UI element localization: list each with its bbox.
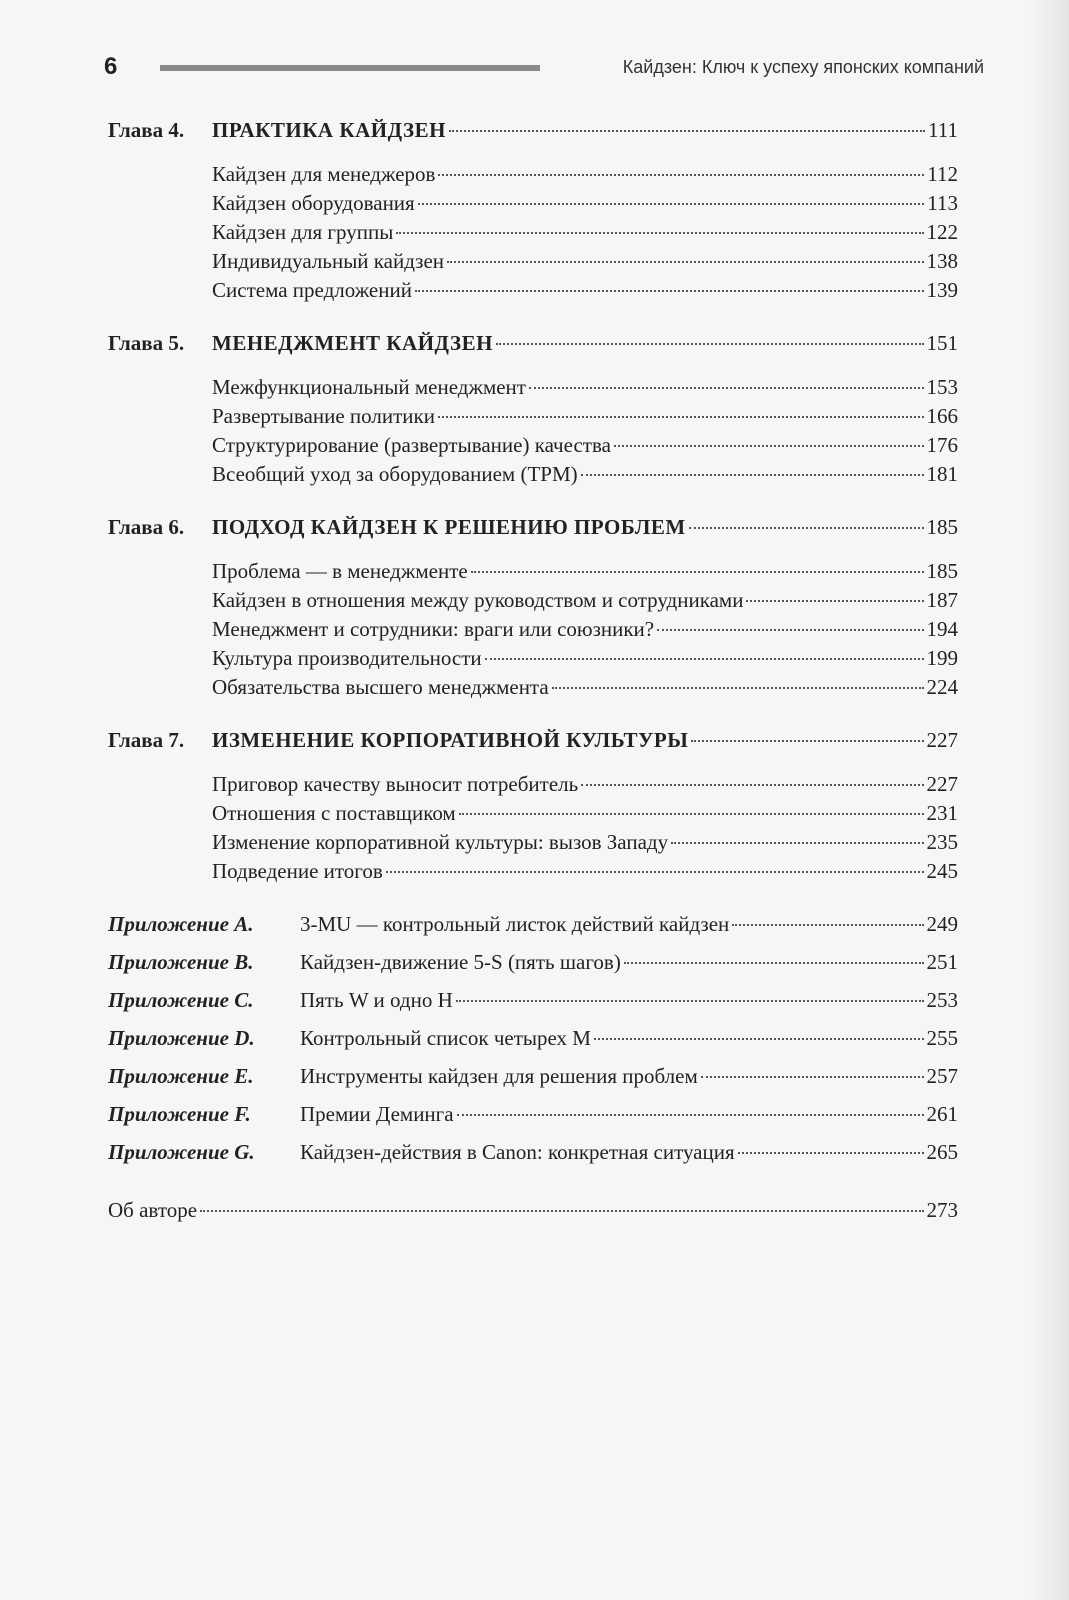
dot-leader	[438, 416, 924, 418]
dot-leader	[746, 600, 923, 602]
section-entry[interactable]	[108, 772, 958, 801]
section-title: Система предложений	[212, 278, 412, 302]
appendix-label: Приложение G.	[108, 1140, 255, 1164]
section-title: Приговор качеству выносит потребитель	[212, 772, 579, 796]
section-list	[108, 772, 958, 888]
chapter-entry[interactable]	[108, 118, 958, 156]
appendix-title: Контрольный список четырех М	[300, 1026, 591, 1050]
section-title: Кайдзен для менеджеров	[212, 162, 436, 186]
section-entry[interactable]	[108, 191, 958, 220]
page-ref: 181	[926, 462, 958, 486]
dot-leader	[438, 174, 924, 176]
page-ref: 112	[927, 162, 958, 186]
dot-leader	[449, 130, 925, 132]
appendix-title: Кайдзен-движение 5-S (пять шагов)	[300, 950, 621, 974]
section-entry[interactable]	[108, 249, 958, 278]
section-list	[108, 162, 958, 307]
page-ref: 249	[926, 912, 958, 936]
dot-leader	[701, 1076, 924, 1078]
chapter-block	[108, 728, 958, 888]
page-ref: 224	[926, 675, 958, 699]
page-header	[104, 52, 984, 82]
page-ref: 199	[926, 646, 958, 670]
dot-leader	[594, 1038, 924, 1040]
section-title: Развертывание политики	[212, 404, 435, 428]
dot-leader	[396, 232, 923, 234]
dot-leader	[689, 527, 924, 529]
appendix-label: Приложение Е.	[108, 1064, 254, 1088]
page-ref: 166	[926, 404, 958, 428]
section-title: Кайдзен в отношения между руководством и сотрудниками	[212, 588, 744, 612]
about-author-title: Об авторе	[108, 1198, 198, 1222]
section-entry[interactable]	[108, 559, 958, 588]
chapter-label: Глава 4.	[108, 118, 185, 142]
section-entry[interactable]	[108, 675, 958, 704]
appendix-list	[108, 912, 958, 1178]
running-title: Кайдзен: Ключ к успеху японских компаний	[622, 57, 984, 77]
section-title: Изменение корпоративной культуры: вызов Западу	[212, 830, 669, 854]
page-ref: 255	[926, 1026, 958, 1050]
appendix-title: Инструменты кайдзен для решения проблем	[300, 1064, 698, 1088]
appendix-label: Приложение В.	[108, 950, 254, 974]
page-ref: 235	[926, 830, 958, 854]
page-ref: 187	[926, 588, 958, 612]
page-ref: 227	[926, 772, 958, 796]
page-ref: 111	[928, 118, 958, 142]
dot-leader	[447, 261, 923, 263]
dot-leader	[624, 962, 924, 964]
chapter-block	[108, 515, 958, 704]
section-title: Всеобщий уход за оборудованием (ТРМ)	[212, 462, 578, 486]
chapter-entry[interactable]	[108, 515, 958, 553]
appendix-title: Премии Деминга	[300, 1102, 454, 1126]
section-entry[interactable]	[108, 220, 958, 249]
section-entry[interactable]	[108, 830, 958, 859]
appendix-entry[interactable]	[108, 1140, 958, 1178]
page-edge	[1029, 0, 1069, 1600]
page-ref: 231	[926, 801, 958, 825]
section-entry[interactable]	[108, 162, 958, 191]
appendix-entry[interactable]	[108, 1102, 958, 1140]
appendix-entry[interactable]	[108, 988, 958, 1026]
page-ref: 251	[926, 950, 958, 974]
chapter-label: Глава 6.	[108, 515, 185, 539]
page-ref: 122	[926, 220, 958, 244]
appendix-entry[interactable]	[108, 912, 958, 950]
section-title: Структурирование (развертывание) качества	[212, 433, 611, 457]
section-entry[interactable]	[108, 801, 958, 830]
section-title: Культура производительности	[212, 646, 482, 670]
section-entry[interactable]	[108, 404, 958, 433]
page-ref: 153	[926, 375, 958, 399]
dot-leader	[671, 842, 923, 844]
dot-leader	[581, 474, 924, 476]
section-title: Кайдзен оборудования	[212, 191, 415, 215]
page-number: 6	[104, 53, 118, 80]
dot-leader	[386, 871, 924, 873]
chapter-block	[108, 331, 958, 491]
page-ref: 185	[926, 559, 958, 583]
dot-leader	[459, 813, 924, 815]
section-title: Менеджмент и сотрудники: враги или союзники?	[212, 617, 655, 641]
section-entry[interactable]	[108, 617, 958, 646]
page-ref: 257	[926, 1064, 958, 1088]
chapter-label: Глава 5.	[108, 331, 185, 355]
page-ref: 194	[926, 617, 958, 641]
dot-leader	[552, 687, 924, 689]
section-title: Межфункциональный менеджмент	[212, 375, 526, 399]
appendix-label: Приложение А.	[108, 912, 254, 936]
header-rule	[160, 65, 540, 71]
section-list	[108, 375, 958, 491]
chapter-entry[interactable]	[108, 331, 958, 369]
dot-leader	[614, 445, 924, 447]
dot-leader	[738, 1152, 924, 1154]
chapter-title: ИЗМЕНЕНИЕ КОРПОРАТИВНОЙ КУЛЬТУРЫ	[212, 728, 689, 752]
page-ref: 273	[926, 1198, 958, 1222]
page-ref: 265	[926, 1140, 958, 1164]
chapter-title: ПОДХОД КАЙДЗЕН К РЕШЕНИЮ ПРОБЛЕМ	[212, 515, 686, 539]
appendix-title: 3-MU — контрольный листок действий кайдзен	[300, 912, 730, 936]
section-entry[interactable]	[108, 375, 958, 404]
page-ref: 151	[926, 331, 958, 355]
chapter-title: ПРАКТИКА КАЙДЗЕН	[212, 118, 446, 142]
dot-leader	[657, 629, 923, 631]
appendix-title: Кайдзен-действия в Canon: конкретная ситуация	[300, 1140, 735, 1164]
section-entry[interactable]	[108, 278, 958, 307]
section-entry[interactable]	[108, 646, 958, 675]
dot-leader	[581, 784, 923, 786]
appendix-title: Пять W и одно Н	[300, 988, 453, 1012]
dot-leader	[485, 658, 924, 660]
section-entry[interactable]	[108, 859, 958, 888]
appendix-entry[interactable]	[108, 1026, 958, 1064]
dot-leader	[496, 343, 924, 345]
page-ref: 261	[926, 1102, 958, 1126]
dot-leader	[415, 290, 924, 292]
dot-leader	[200, 1210, 923, 1212]
page-ref: 245	[926, 859, 958, 883]
dot-leader	[691, 740, 923, 742]
section-entry[interactable]	[108, 462, 958, 491]
dot-leader	[732, 924, 923, 926]
section-entry[interactable]	[108, 433, 958, 462]
chapter-title: МЕНЕДЖМЕНТ КАЙДЗЕН	[212, 331, 493, 355]
chapter-block	[108, 118, 958, 307]
page-ref: 185	[926, 515, 958, 539]
dot-leader	[457, 1114, 924, 1116]
page-ref: 139	[926, 278, 958, 302]
chapter-label: Глава 7.	[108, 728, 185, 752]
page-ref: 253	[926, 988, 958, 1012]
section-title: Индивидуальный кайдзен	[212, 249, 445, 273]
section-title: Отношения с поставщиком	[212, 801, 456, 825]
dot-leader	[529, 387, 924, 389]
chapter-entry[interactable]	[108, 728, 958, 766]
page-ref: 113	[927, 191, 958, 215]
section-title: Подведение итогов	[212, 859, 383, 883]
section-title: Кайдзен для группы	[212, 220, 394, 244]
appendix-label: Приложение D.	[108, 1026, 255, 1050]
section-title: Проблема — в менеджменте	[212, 559, 468, 583]
dot-leader	[456, 1000, 924, 1002]
appendix-entry[interactable]	[108, 950, 958, 988]
dot-leader	[418, 203, 925, 205]
table-of-contents	[108, 118, 958, 1236]
appendix-label: Приложение С.	[108, 988, 254, 1012]
about-author-entry[interactable]	[108, 1198, 958, 1236]
page-ref: 227	[926, 728, 958, 752]
section-list	[108, 559, 958, 704]
appendix-entry[interactable]	[108, 1064, 958, 1102]
section-entry[interactable]	[108, 588, 958, 617]
appendix-label: Приложение F.	[108, 1102, 251, 1126]
section-title: Обязательства высшего менеджмента	[212, 675, 549, 699]
page-ref: 176	[926, 433, 958, 457]
dot-leader	[471, 571, 924, 573]
page-ref: 138	[926, 249, 958, 273]
